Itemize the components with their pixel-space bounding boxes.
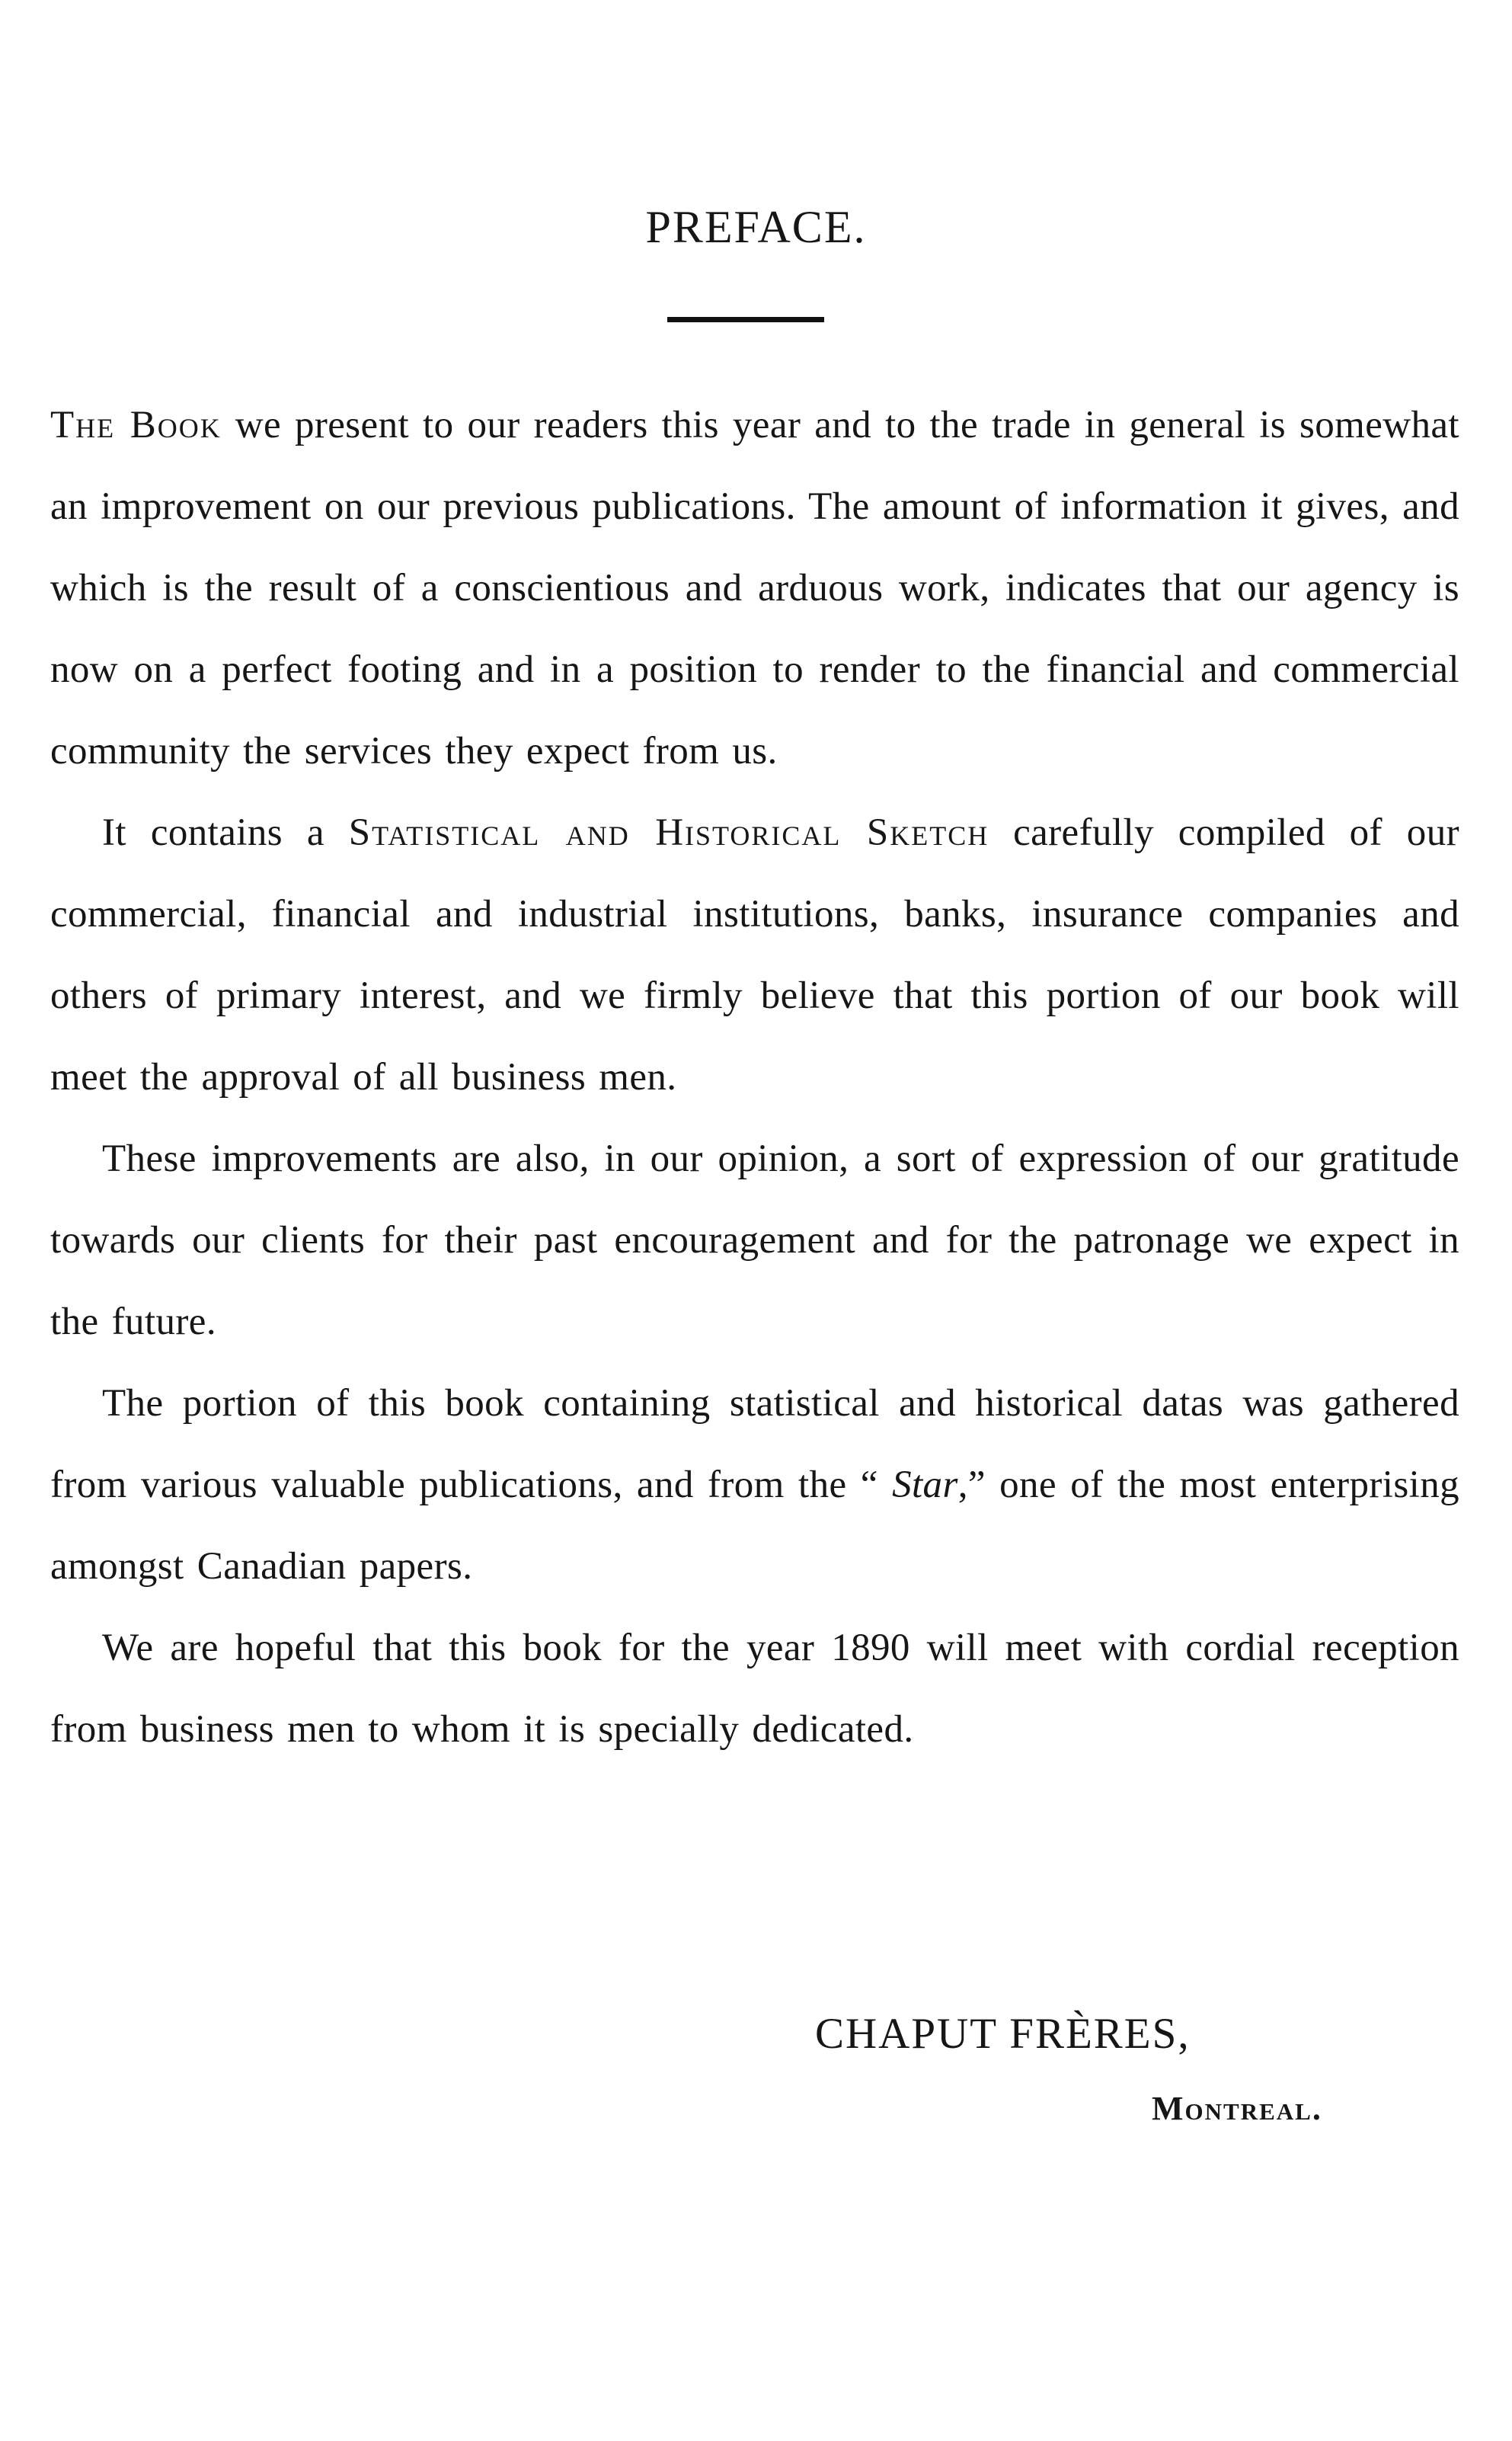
paragraph-1-text: we present to our readers this year and to the trade in general is somewhat an improvement on our previous publications. The amount of information it gives, and which is the result of a conscientious and arduous work, indicates that our agency is now on a perfect footing and in a position to render to the financial and commercial community the services they expect from us. bbox=[50, 404, 1459, 773]
paragraph-2-before: It contains a bbox=[102, 811, 349, 854]
paragraph-4 bbox=[50, 1363, 1459, 1608]
signature-place: Montreal. bbox=[1152, 2090, 1322, 2127]
paragraph-4-star: Star bbox=[892, 1464, 958, 1506]
title-divider bbox=[667, 317, 824, 322]
paragraph-5: We are hopeful that this book for the year 1890 will meet with cordial reception from business men to whom it is specially dedicated. bbox=[50, 1627, 1459, 1751]
preface-body bbox=[50, 385, 1459, 1771]
paragraph-4-after: ,” one of the most enterprising amongst Canadian papers. bbox=[50, 1464, 1459, 1588]
paragraph-2-after: carefully compiled of our commercial, financial and industrial institutions, banks, insurance companies and others of primary interest, and we firmly believe that this portion of our book will meet the approval of all business men. bbox=[50, 811, 1459, 1099]
paragraph-1 bbox=[50, 385, 1459, 792]
paragraph-2-sketch-title: Statistical and Historical Sketch bbox=[348, 811, 989, 854]
page-title: PREFACE. bbox=[645, 202, 867, 252]
paragraph-1-lead: The Book bbox=[50, 404, 222, 446]
paragraph-4-before: The portion of this book containing statistical and historical datas was gathered from various valuable publications, and from the “ bbox=[50, 1382, 1459, 1506]
paragraph-2 bbox=[50, 792, 1459, 1118]
paragraph-3: These improvements are also, in our opinion, a sort of expression of our gratitude towards our clients for their past encouragement and for the patronage we expect in the future. bbox=[50, 1137, 1459, 1343]
signature-name: CHAPUT FRÈRES, bbox=[815, 2010, 1191, 2058]
